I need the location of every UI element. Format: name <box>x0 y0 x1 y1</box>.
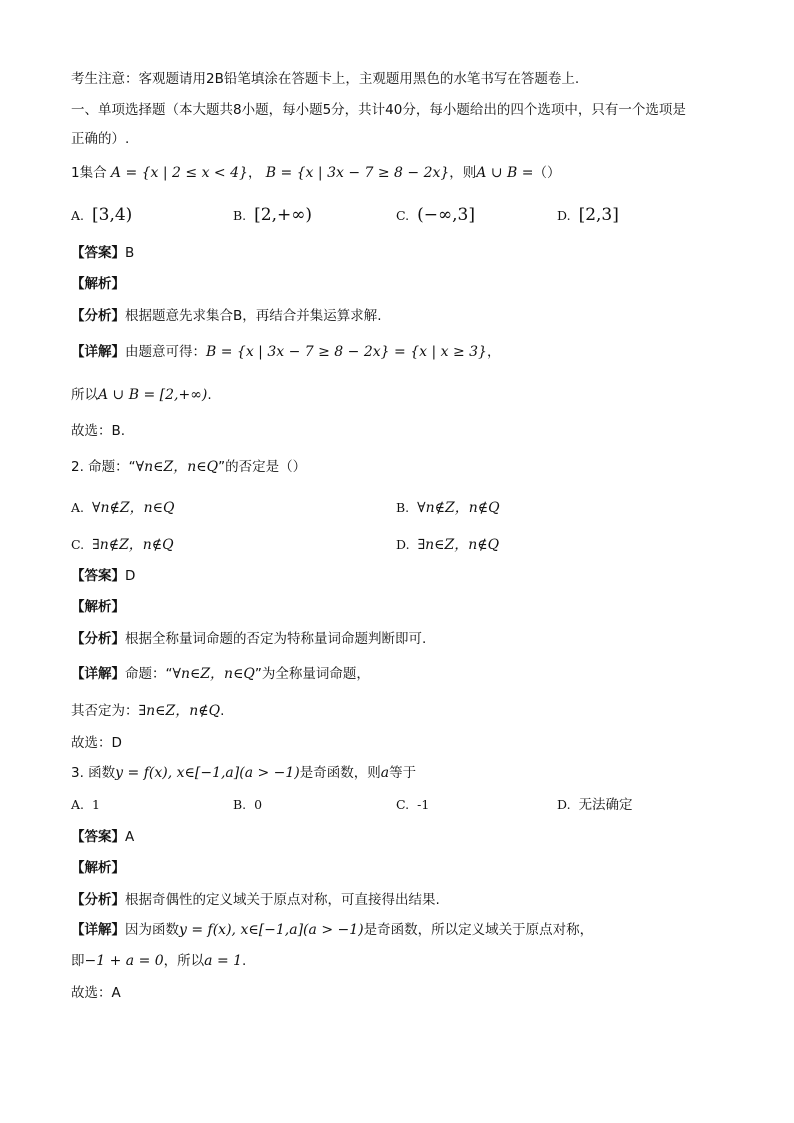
q1-set-b: B = {x | 3x − 7 ≥ 8 − 2x} <box>265 165 450 181</box>
q2-option-b <box>396 499 500 517</box>
q1-option-d <box>557 206 619 225</box>
q2-option-b-value: ∀n∉Z，n∉Q <box>417 500 500 516</box>
q3-option-c-value: -1 <box>417 797 430 812</box>
q3-option-a-value: 1 <box>92 797 100 812</box>
section-title-line1: 一、单项选择题（本大题共8小题，每小题5分，共计40分，每小题给出的四个选项中，只有一个选项是 <box>71 102 686 118</box>
q1-option-c <box>396 206 475 225</box>
q2-option-d <box>396 536 499 554</box>
q2-conclusion: 故选：D <box>71 735 122 751</box>
q2-analysis-tag: 【解析】 <box>71 599 125 615</box>
q3-answer-value: A <box>125 829 135 845</box>
q2-answer <box>71 567 135 585</box>
q2-neg-suffix: . <box>220 703 225 719</box>
q1-answer-value: B <box>125 245 135 261</box>
q3-xiangjie-expr: y = f(x), x∈[−1,a](a > −1) <box>179 922 364 938</box>
q3-analysis-tag: 【解析】 <box>71 860 125 876</box>
q1-option-d-label: D. <box>557 208 571 223</box>
q3-option-a-label: A. <box>71 797 85 812</box>
q3-option-b <box>233 796 270 814</box>
q1-fenxi <box>71 307 382 325</box>
q2-xiangjie-suffix: ”为全称量词命题， <box>254 666 370 682</box>
q2-option-a-label: A. <box>71 500 85 515</box>
q3-result-mid: ，所以 <box>163 953 205 969</box>
q3-fenxi-text: 根据奇偶性的定义域关于原点对称，可直接得出结果. <box>125 892 440 908</box>
q2-option-d-value: ∃n∈Z，n∉Q <box>417 537 500 553</box>
q1-number: 1 <box>71 165 80 181</box>
q1-xiangjie-prefix: 由题意可得： <box>125 344 206 360</box>
q2-answer-value: D <box>125 568 136 584</box>
q1-option-b-label: B. <box>233 208 247 223</box>
q2-neg-expr: ∃n∈Z，n∉Q <box>138 703 221 719</box>
q3-analysis-heading <box>71 859 125 877</box>
q3-option-a <box>71 796 108 814</box>
q1-option-a <box>71 206 132 225</box>
q1-lead: 集合 <box>79 165 107 181</box>
q2-fenxi-text: 根据全称量词命题的否定为特称量词命题判断即可. <box>125 631 427 647</box>
q1-analysis-tag: 【解析】 <box>71 276 125 292</box>
section-title-line2: 正确的）. <box>71 131 130 147</box>
q1-union-prefix: 所以 <box>71 387 98 403</box>
q2-stem-prefix: 2. 命题：“ <box>71 459 136 475</box>
q2-xiangjie <box>71 665 370 683</box>
q2-option-c-value: ∃n∉Z，n∉Q <box>92 537 174 553</box>
q2-xiangjie-tag: 【详解】 <box>71 666 125 682</box>
q1-option-b <box>233 206 312 225</box>
q1-conclusion: 故选：B. <box>71 423 126 439</box>
q2-neg-prefix: 其否定为： <box>71 703 139 719</box>
q1-fenxi-tag: 【分析】 <box>71 308 125 324</box>
q3-option-b-label: B. <box>233 797 247 812</box>
q1-option-c-label: C. <box>396 208 410 223</box>
q1-union-suffix: . <box>207 387 212 403</box>
q2-stem-suffix: ”的否定是（） <box>218 459 307 475</box>
q1-xiangjie-tag: 【详解】 <box>71 344 125 360</box>
q2-xiangjie-prefix: 命题：“ <box>125 666 173 682</box>
q3-stem-var: a <box>380 765 390 781</box>
q1-answer-tag: 【答案】 <box>71 245 125 261</box>
q2-analysis-heading <box>71 598 125 616</box>
q3-option-d-label: D. <box>557 797 571 812</box>
q3-result-expr: −1 + a = 0 <box>84 953 164 969</box>
q3-result-prefix: 即 <box>71 953 85 969</box>
q3-fenxi <box>71 891 440 909</box>
q3-answer <box>71 828 134 846</box>
q3-stem-expr: y = f(x), x∈[−1,a](a > −1) <box>115 765 300 781</box>
q3-xiangjie-tag: 【详解】 <box>71 922 125 938</box>
q1-union-expr: A ∪ B = [2,+∞) <box>98 387 208 403</box>
q3-stem-suffix: 等于 <box>389 765 417 781</box>
q3-option-b-value: 0 <box>254 797 263 812</box>
q1-ask-expr: A ∪ B = <box>476 165 534 181</box>
q3-stem-prefix: 3. 函数 <box>71 765 116 781</box>
q1-union-line <box>71 386 212 404</box>
q1-ask-prefix: ，则 <box>449 165 477 181</box>
q2-option-c-label: C. <box>71 537 85 552</box>
q3-option-d <box>557 796 633 814</box>
q1-sep: ， <box>247 165 262 181</box>
q2-option-a-value: ∀n∉Z，n∈Q <box>92 500 175 516</box>
q3-xiangjie-prefix: 因为函数 <box>125 922 179 938</box>
q3-xiangjie-suffix: 是奇函数，所以定义域关于原点对称， <box>363 922 594 938</box>
q3-result-line <box>71 952 246 970</box>
q3-option-d-value: 无法确定 <box>578 797 633 813</box>
q1-option-a-label: A. <box>71 208 85 223</box>
q1-option-b-value: [2,+∞) <box>254 205 313 225</box>
q2-fenxi <box>71 630 426 648</box>
q2-negation-line <box>71 702 224 720</box>
q1-answer <box>71 244 134 262</box>
q3-xiangjie <box>71 921 593 939</box>
q2-option-d-label: D. <box>396 537 410 552</box>
q3-result-expr2: a = 1 <box>204 953 243 969</box>
q1-xiangjie-expr: B = {x | 3x − 7 ≥ 8 − 2x} = {x | x ≥ 3} <box>206 344 487 360</box>
q1-set-a: A = {x | 2 ≤ x < 4} <box>110 165 248 181</box>
notice: 考生注意：客观题请用2B铅笔填涂在答题卡上，主观题用黑色的水笔书写在答题卷上. <box>71 71 580 87</box>
q2-xiangjie-expr: ∀n∈Z，n∈Q <box>172 666 255 682</box>
q2-option-b-label: B. <box>396 500 410 515</box>
q2-answer-tag: 【答案】 <box>71 568 125 584</box>
q1-xiangjie <box>71 343 500 361</box>
q2-fenxi-tag: 【分析】 <box>71 631 125 647</box>
q3-result-suffix: . <box>242 953 247 969</box>
q3-stem-mid: 是奇函数，则 <box>299 765 381 781</box>
q3-stem <box>71 764 416 782</box>
q3-option-c-label: C. <box>396 797 410 812</box>
q3-conclusion: 故选：A <box>71 985 121 1001</box>
q2-option-a <box>71 499 174 517</box>
q3-answer-tag: 【答案】 <box>71 829 125 845</box>
q2-stem <box>71 458 306 476</box>
q1-option-c-value: (−∞,3] <box>417 205 475 225</box>
q1-fenxi-text: 根据题意先求集合B，再结合并集运算求解. <box>125 308 382 324</box>
q1-xiangjie-suffix: ， <box>486 344 501 360</box>
q1-option-d-value: [2,3] <box>578 205 619 225</box>
q2-option-c <box>71 536 174 554</box>
q2-stem-expr: ∀n∈Z，n∈Q <box>135 459 219 475</box>
q3-fenxi-tag: 【分析】 <box>71 892 125 908</box>
q1-ask-suffix: （） <box>533 165 561 181</box>
q3-option-c <box>396 796 437 814</box>
q1-stem <box>71 164 561 182</box>
q1-option-a-value: [3,4) <box>92 205 133 225</box>
q1-analysis-heading <box>71 275 125 293</box>
